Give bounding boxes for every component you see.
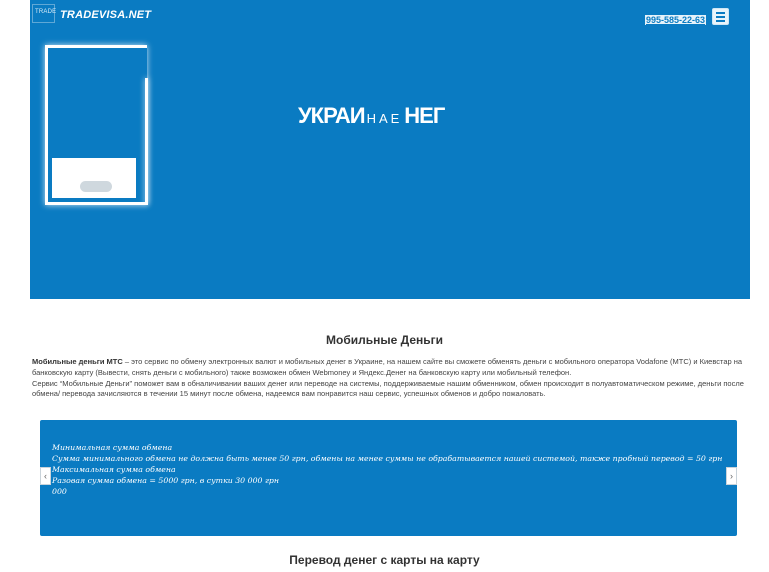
phone-link[interactable]: 995-585-22-63 xyxy=(646,15,706,25)
hero-title xyxy=(298,103,444,129)
hero-title-part2: НАЕ xyxy=(366,111,403,126)
logo-small-text: TRADE xyxy=(35,9,57,15)
slide-line: Минимальная сумма обмена xyxy=(52,443,173,452)
hamburger-menu-icon[interactable] xyxy=(712,8,729,25)
device-frame-edge xyxy=(145,78,148,205)
description-part2: Сервис “Мобильные Деньги” поможет вам в обналичивании ваших денег или переводе на системы, поддерживаемые нашим обменником, обмен происходит в полуавтоматическом режиме, деньги после обмена/ перевода зачисляются в течении 15 минут после обмена, надеемся вам понравится наш сервис, успешных обменов и добро пожаловать. xyxy=(32,378,744,399)
description-text xyxy=(32,357,747,400)
slide-line: Разовая сумма обмена = 5000 грн, в сутки 30 000 грн xyxy=(52,476,280,485)
slide-line: 000 xyxy=(52,487,67,496)
device-panel xyxy=(52,158,136,198)
device-button xyxy=(80,181,112,192)
description-bold: Мобильные деньги МТС xyxy=(32,357,123,366)
slider-next-arrow-icon[interactable]: › xyxy=(726,467,737,485)
info-slider xyxy=(40,420,737,536)
hero-banner xyxy=(30,0,750,299)
slide-line: Сумма минимального обмена не должна быть менее 50 грн, обмены на менее суммы не обрабатывается нашей системой, также пробный перевод = 50 грн xyxy=(52,454,723,463)
slide-line: Максимальная сумма обмена xyxy=(52,465,176,474)
slider-prev-arrow-icon[interactable]: ‹ xyxy=(40,467,51,485)
hero-title-part3: НЕГ xyxy=(404,103,445,128)
site-logo[interactable]: TRADEVISA.NET xyxy=(60,9,152,21)
description-part1: – это сервис по обмену электронных валют и мобильных денег в Украине, на нашем сайте вы сможете обменять деньги с мобильного оператора Vodafone (МТС) и Киевстар на банковскую карту (Вывести, снять деньги с мобильного) также возможен обмен Webmoney и Яндекс.Денег на банковскую карту или мобильный телефон. xyxy=(32,357,743,377)
slide-content xyxy=(52,442,722,497)
section-title-card-transfer: Перевод денег с карты на карту xyxy=(289,553,480,567)
hero-title-part1: УКРАИ xyxy=(298,103,365,128)
section-title-mobile-money: Мобильные Деньги xyxy=(326,333,443,347)
